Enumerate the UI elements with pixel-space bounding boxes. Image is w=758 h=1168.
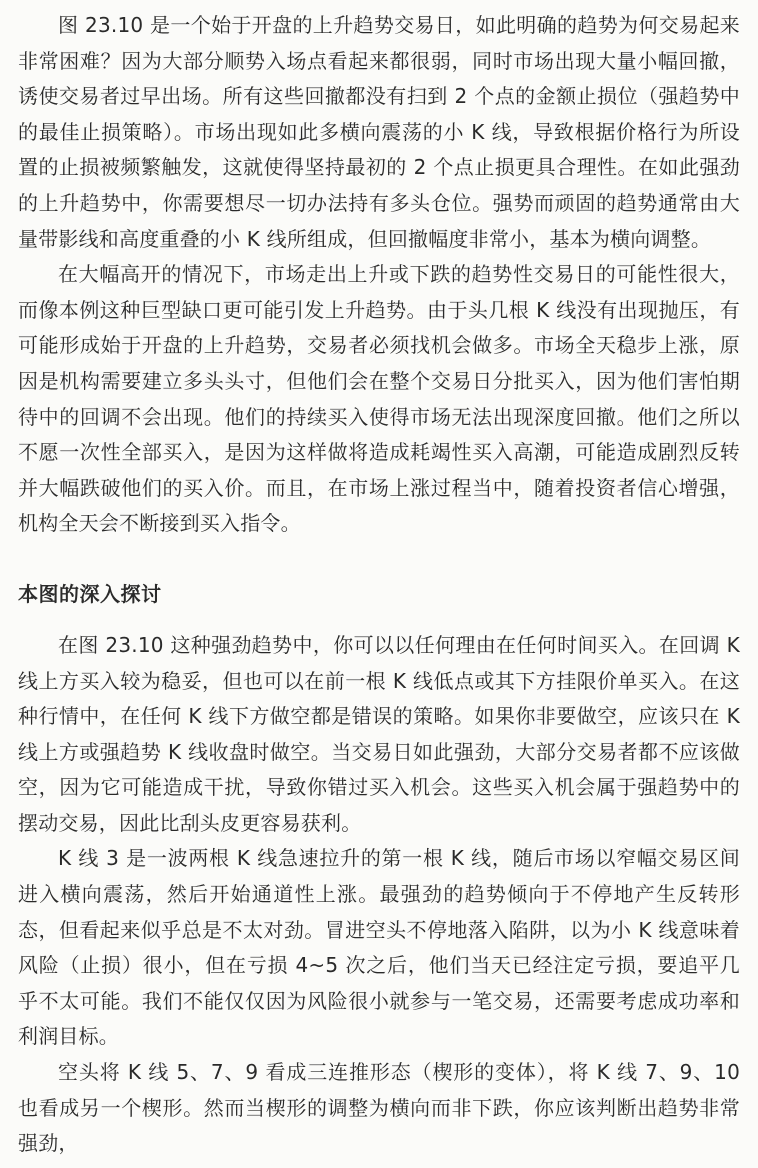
paragraph-2: 在大幅高开的情况下，市场走出上升或下跌的趋势性交易日的可能性很大，而像本例这种巨型缺口更可能引发上升趋势。由于头几根 K 线没有出现抛压，有可能形成始于开盘的上升趋势，交易者必须找机会做多。市场全天稳步上涨，原因是机构需要建立多头头寸，但他们会在整个交易日分批买入，因为他们害怕期待中的回调不会出现。他们的持续买入使得市场无法出现深度回撤。他们之所以不愿一次性全部买入，是因为这样做将造成耗竭性买入高潮，可能造成剧烈反转并大幅跌破他们的买入价。而且，在市场上涨过程当中，随着投资者信心增强，机构全天会不断接到买入指令。	[18, 262, 740, 536]
section-heading: 本图的深入探讨	[18, 581, 162, 606]
paragraph-1: 图 23.10 是一个始于开盘的上升趋势交易日，如此明确的趋势为何交易起来非常困难？因为大部分顺势入场点看起来都很弱，同时市场出现大量小幅回撤，诱使交易者过早出场。所有这些回撤都没有扫到 2 个点的金额止损位（强趋势中的最佳止损策略）。市场出现如此多横向震荡的小 K 线，导致根据价格行为所设置的止损被频繁触发，这就使得坚持最初的 2 个点止损更具合理性。在如此强劲的上升趋势中，你需要想尽一切办法持有多头仓位。强势而顽固的趋势通常由大量带影线和高度重叠的小 K 线所组成，但回撤幅度非常小，基本为横向调整。	[18, 13, 740, 251]
paragraph-3: 在图 23.10 这种强劲趋势中，你可以以任何理由在任何时间买入。在回调 K 线上方买入较为稳妥，但也可以在前一根 K 线低点或其下方挂限价单买入。在这种行情中，在任何 K 线下方做空都是错误的策略。如果你非要做空，应该只在 K 线上方或强趋势 K 线收盘时做空。当交易日如此强劲，大部分交易者都不应该做空，因为它可能造成干扰，导致你错过买入机会。这些买入机会属于强趋势中的摆动交易，因此比刮头皮更容易获利。	[18, 632, 740, 835]
paragraph-4: K 线 3 是一波两根 K 线急速拉升的第一根 K 线，随后市场以窄幅交易区间进入横向震荡，然后开始通道性上涨。最强劲的趋势倾向于不停地产生反转形态，但看起来似乎总是不太对劲。冒进空头不停地落入陷阱，以为小 K 线意味着风险（止损）很小，但在亏损 4~5 次之后，他们当天已经注定亏损，要追平几乎不太可能。我们不能仅仅因为风险很小就参与一笔交易，还需要考虑成功率和利润目标。	[18, 846, 740, 1049]
paragraph-5: 空头将 K 线 5、7、9 看成三连推形态（楔形的变体），将 K 线 7、9、10 也看成另一个楔形。然而当楔形的调整为横向而非下跌，你应该判断出趋势非常强劲，	[18, 1060, 740, 1156]
